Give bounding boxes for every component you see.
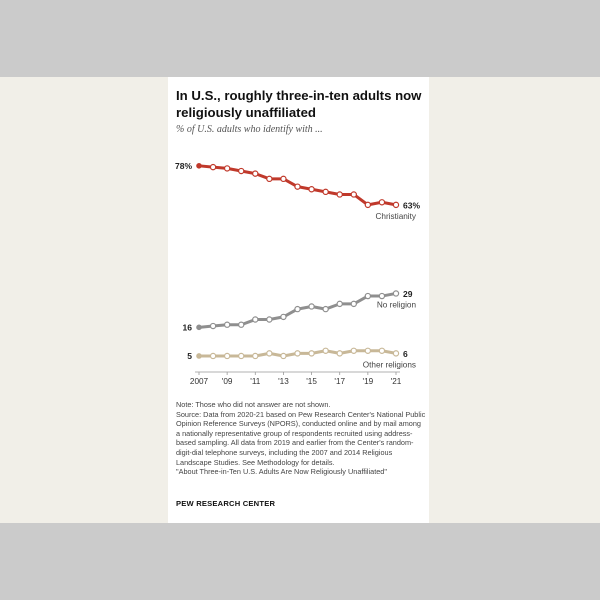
- data-point: [225, 353, 230, 358]
- data-point: [281, 353, 286, 358]
- chart-title: In U.S., roughly three-in-ten adults now religiously unaffiliated: [176, 88, 422, 120]
- data-point: [267, 317, 272, 322]
- data-point: [351, 301, 356, 306]
- source-text: Source: Data from 2020-21 based on Pew Research Center's National Public Opinion Reference Surveys (NPORS), conducted online and by mail among a nationally representative group of respondents recruited using address-based sampling. All data from 2019 and earlier from the Center's random-digit-dial telephone surveys, including the 2007 and 2014 Religious Landscape Studies. See Methodology for details.: [176, 409, 426, 467]
- data-point: [253, 353, 258, 358]
- data-point: [393, 291, 398, 296]
- x-tick-label: '19: [362, 377, 374, 386]
- x-tick-label: '21: [390, 377, 402, 386]
- data-point: [379, 348, 384, 353]
- data-point: [225, 322, 230, 327]
- data-point: [281, 314, 286, 319]
- data-point: [309, 351, 314, 356]
- series-name-label: Christianity: [375, 211, 416, 221]
- series-name-label: Other religions: [362, 360, 416, 370]
- data-point: [239, 353, 244, 358]
- data-point: [197, 164, 201, 168]
- data-point: [337, 301, 342, 306]
- data-point: [281, 176, 286, 181]
- data-point: [393, 202, 398, 207]
- x-tick-label: '11: [250, 377, 261, 386]
- data-point: [337, 351, 342, 356]
- line-chart: [168, 130, 429, 390]
- data-point: [197, 354, 201, 358]
- series-end-label: 6: [403, 348, 408, 359]
- x-tick-label: 2007: [189, 377, 209, 386]
- data-point: [309, 304, 314, 309]
- data-point: [365, 348, 370, 353]
- chart-subtitle: % of U.S. adults who identify with ...: [176, 124, 323, 135]
- data-point: [239, 322, 244, 327]
- data-point: [253, 171, 258, 176]
- x-tick-label: '15: [306, 377, 317, 386]
- x-tick-label: '17: [334, 377, 346, 386]
- x-tick-label: '09: [221, 377, 233, 386]
- data-point: [323, 306, 328, 311]
- note-text: Note: Those who did not answer are not shown.: [176, 400, 331, 409]
- data-point: [323, 348, 328, 353]
- data-point: [337, 192, 342, 197]
- data-point: [210, 323, 215, 328]
- series-start-label: 5: [187, 350, 192, 361]
- data-point: [379, 200, 384, 205]
- data-point: [210, 353, 215, 358]
- data-point: [267, 176, 272, 181]
- series-name-label: No religion: [376, 300, 416, 310]
- data-point: [351, 192, 356, 197]
- report-title-text: "About Three-in-Ten U.S. Adults Are Now Religiously Unaffiliated": [176, 467, 387, 477]
- series-end-label: 63%: [403, 200, 421, 211]
- data-point: [295, 351, 300, 356]
- data-point: [309, 187, 314, 192]
- data-point: [351, 348, 356, 353]
- data-point: [267, 351, 272, 356]
- data-point: [365, 293, 370, 298]
- data-point: [323, 189, 328, 194]
- data-point: [365, 202, 370, 207]
- data-point: [295, 184, 300, 189]
- data-point: [210, 165, 215, 170]
- brand-logo-text: PEW RESEARCH CENTER: [176, 499, 276, 508]
- data-point: [295, 306, 300, 311]
- chart-notes: [176, 400, 426, 477]
- series-start-label: 78%: [174, 160, 192, 171]
- series-end-label: 29: [403, 288, 413, 299]
- data-point: [239, 168, 244, 173]
- data-point: [225, 166, 230, 171]
- data-point: [379, 293, 384, 298]
- x-tick-label: '13: [278, 377, 289, 386]
- data-point: [253, 317, 258, 322]
- data-point: [393, 351, 398, 356]
- data-point: [197, 325, 201, 329]
- series-start-label: 16: [182, 322, 192, 333]
